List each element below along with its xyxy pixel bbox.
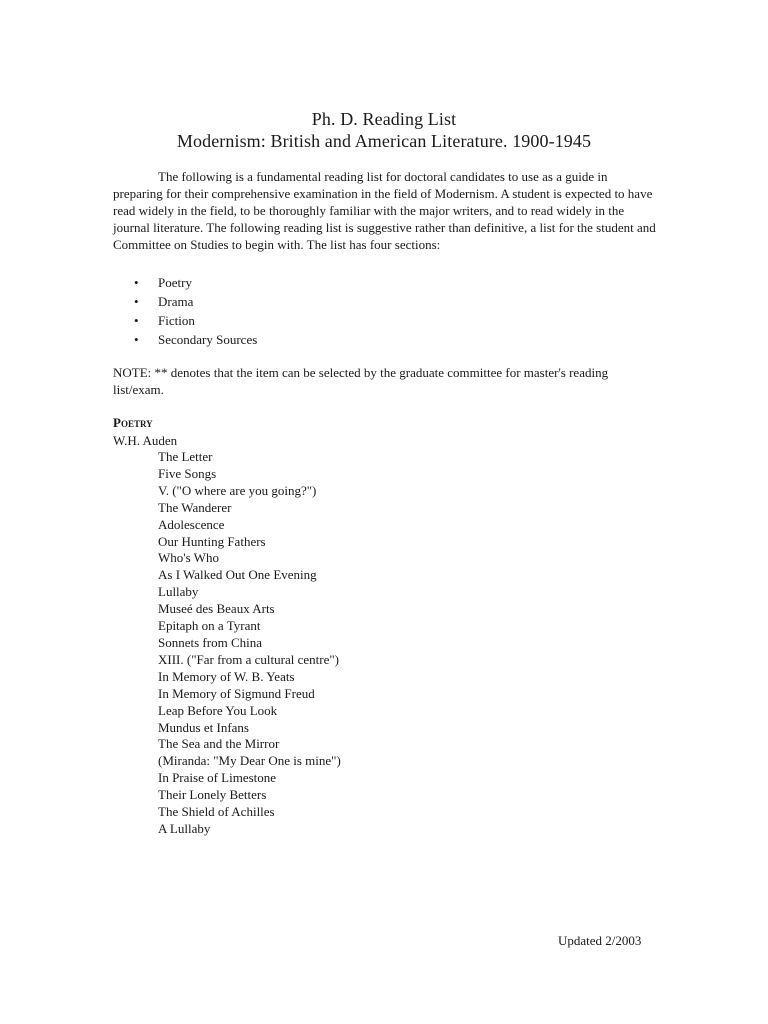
list-item: The Letter bbox=[158, 449, 213, 464]
note-paragraph: NOTE: ** denotes that the item can be selected by the graduate committee for master's reading list/exam. bbox=[113, 365, 609, 397]
intro-text: The following is a fundamental reading list for doctoral candidates to use as a guide in preparing for their comprehensive examination in the field of Modernism. A student is expected to have read widely in the field, to be thoroughly familiar with the major writers, and to read widely in the journal literature. The following reading list is suggestive rather than definitive, a list for the student and Committee on Studies to begin with. The list has four sections: bbox=[113, 169, 656, 252]
list-item: (Miranda: "My Dear One is mine") bbox=[158, 753, 341, 769]
bullet-icon: • bbox=[134, 332, 139, 347]
list-item: Museé des Beaux Arts bbox=[158, 601, 275, 617]
list-item: Sonnets from China bbox=[158, 634, 262, 650]
list-item: Who's Who bbox=[158, 550, 219, 566]
list-item: V. ("O where are you going?") bbox=[158, 482, 317, 498]
updated-date: Updated 2/2003 bbox=[558, 933, 642, 948]
list-item: Leap Before You Look bbox=[158, 702, 278, 718]
list-item bbox=[113, 292, 257, 311]
list-item: A Lullaby bbox=[158, 820, 211, 836]
list-item: Epitaph on a Tyrant bbox=[158, 618, 261, 634]
list-item: Lullaby bbox=[158, 584, 199, 600]
list-item: Mundus et Infans bbox=[158, 719, 249, 735]
list-item bbox=[113, 330, 257, 349]
list-item: Their Lonely Betters bbox=[158, 787, 267, 803]
list-item: In Praise of Limestone bbox=[158, 770, 277, 786]
poetry-heading: Poetry bbox=[113, 415, 153, 430]
document-subtitle: Modernism: British and American Literature. 1900-1945 bbox=[176, 131, 592, 151]
list-item: As I Walked Out One Evening bbox=[158, 567, 317, 583]
section-list bbox=[113, 273, 257, 349]
list-item: In Memory of W. B. Yeats bbox=[158, 668, 295, 684]
list-item: In Memory of Sigmund Freud bbox=[158, 685, 315, 701]
section-label: Secondary Sources bbox=[158, 332, 258, 347]
list-item: XIII. ("Far from a cultural centre") bbox=[158, 651, 339, 667]
bullet-icon: • bbox=[134, 275, 139, 290]
list-item: Adolescence bbox=[158, 516, 225, 532]
author-name: W.H. Auden bbox=[113, 433, 178, 448]
list-item: The Shield of Achilles bbox=[158, 804, 275, 820]
section-label: Poetry bbox=[158, 275, 192, 290]
list-item bbox=[113, 311, 257, 330]
poem-list bbox=[158, 449, 341, 838]
list-item: The Wanderer bbox=[158, 499, 232, 515]
list-item: The Sea and the Mirror bbox=[158, 736, 280, 752]
bullet-icon: • bbox=[134, 313, 139, 328]
document-title: Ph. D. Reading List bbox=[311, 109, 457, 129]
bullet-icon: • bbox=[134, 294, 139, 309]
intro-paragraph bbox=[113, 168, 658, 253]
section-label: Drama bbox=[158, 294, 194, 309]
section-label: Fiction bbox=[158, 313, 195, 328]
list-item: Our Hunting Fathers bbox=[158, 533, 266, 549]
list-item: Five Songs bbox=[158, 465, 217, 481]
list-item bbox=[113, 273, 257, 292]
